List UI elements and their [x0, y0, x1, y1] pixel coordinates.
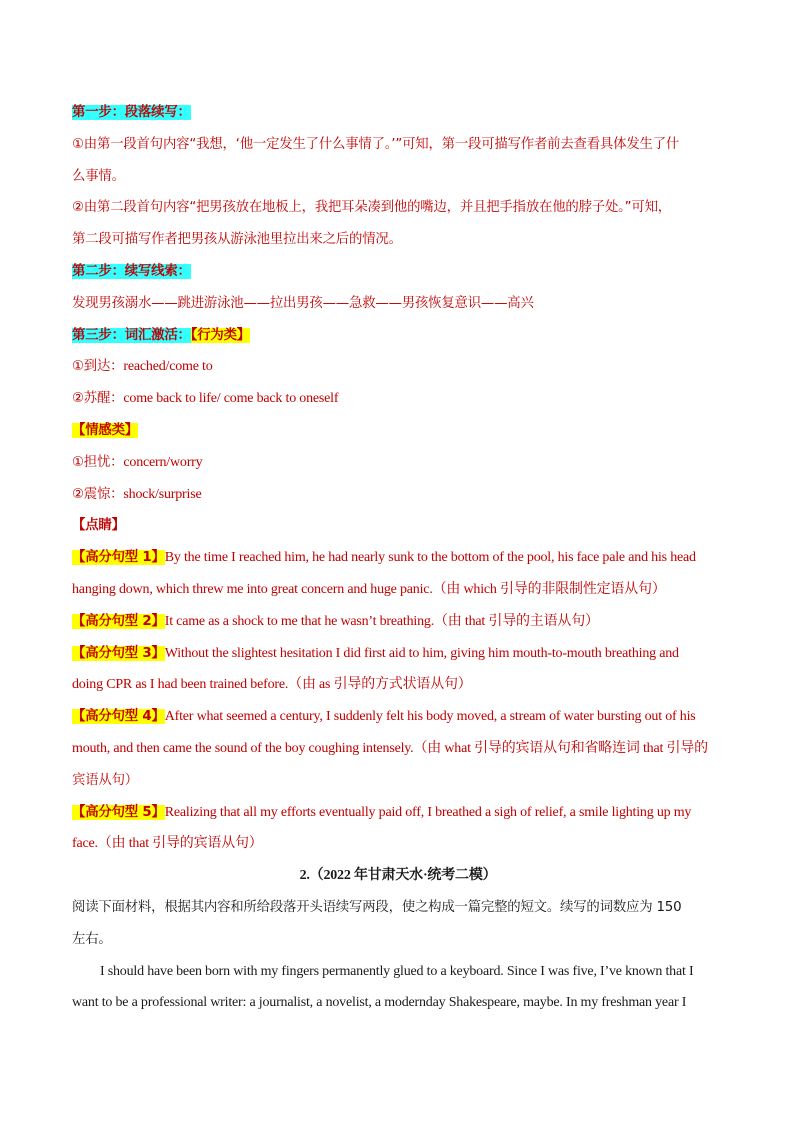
- sentence-label: 【高分句型 2】: [72, 613, 165, 629]
- vocab-item-2: [72, 383, 724, 415]
- vocab-item-4: [72, 479, 724, 511]
- vocab-item-1: [72, 351, 724, 383]
- vocab-text: shock/surprise: [123, 486, 202, 502]
- sentence-text: After what seemed a century, I suddenly felt his body moved, a stream of water bursting out of his: [164, 709, 696, 725]
- sentence-5-line2: face.（由 that 引导的宾语从句）: [72, 836, 263, 852]
- question-heading: 2.（2022 年甘肃天水·统考二模）: [299, 868, 497, 884]
- sentence-5-line1: [72, 797, 724, 829]
- vocab-label: ②震惊：: [72, 486, 124, 502]
- step2-title: 第二步：续写线索：: [72, 263, 191, 279]
- sentence-text: Without the slightest hesitation I did first aid to him, giving him mouth-to-mouth breathing and: [164, 645, 679, 661]
- sentence-label: 【高分句型 3】: [72, 645, 165, 661]
- passage-line2: want to be a professional writer: a journalist, a novelist, a modernday Shakespeare, maybe. In my freshman year I: [72, 995, 687, 1011]
- passage-line1: I should have been born with my fingers permanently glued to a keyboard. Since I was five, I’ve known that I: [100, 963, 694, 979]
- sentence-3-line1: [72, 638, 724, 670]
- step2-clue: 发现男孩溺水——跳进游泳池——拉出男孩——急救——男孩恢复意识——高兴: [72, 295, 534, 311]
- sentence-3-line2: doing CPR as I had been trained before.（由 as 引导的方式状语从句）: [72, 677, 472, 693]
- sentence-text: Realizing that all my efforts eventually paid off, I breathed a sigh of relief, a smile lighting up my: [164, 804, 692, 820]
- sentence-text: By the time I reached him, he had nearly sunk to the bottom of the pool, his face pale and his head: [164, 550, 696, 566]
- vocab-text: concern/worry: [123, 454, 203, 470]
- sentence-2-line1: [72, 606, 724, 638]
- sentence-1-line2: hanging down, which threw me into great concern and huge panic.（由 which 引导的非限制性定语从句）: [72, 581, 666, 597]
- category-emotion-line: [72, 415, 724, 447]
- question-instruction-line1: 阅读下面材料，根据其内容和所给段落开头语续写两段，使之构成一篇完整的短文。续写的词数应为 150: [72, 899, 682, 915]
- vocab-item-3: [72, 447, 724, 479]
- vocab-label: ①到达：: [72, 359, 124, 375]
- step2-title-line: [72, 256, 724, 288]
- step1-p1-line1: ①由第一段首句内容“我想，‘他一定发生了什么事情了。’”可知，第一段可描写作者前去查看具体发生了什: [72, 136, 680, 152]
- sentence-label: 【高分句型 4】: [72, 709, 165, 725]
- sentence-text: It came as a shock to me that he wasn’t breathing.（由 that 引导的主语从句）: [164, 613, 599, 629]
- category-emotion: 【情感类】: [72, 422, 138, 438]
- sentence-1-line1: [72, 542, 724, 574]
- step1-p2-line1: ②由第二段首句内容“把男孩放在地板上，我把耳朵凑到他的嘴边，并且把手指放在他的脖子处。”可知，: [72, 200, 671, 216]
- step1-title: 第一步：段落续写：: [72, 105, 191, 120]
- dianjing-heading: 【点睛】: [72, 518, 125, 534]
- step3-title: 第三步：词汇激活：: [72, 327, 191, 343]
- sentence-4-line3: 宾语从句）: [72, 772, 138, 788]
- category-action: 【行为类】: [190, 327, 250, 343]
- sentence-label: 【高分句型 1】: [72, 550, 165, 566]
- document-page: [72, 97, 724, 1019]
- sentence-4-line2: mouth, and then came the sound of the boy coughing intensely.（由 what 引导的宾语从句和省略连词 that 引导的: [72, 740, 708, 756]
- vocab-label: ①担忧：: [72, 454, 124, 470]
- step1-p1-line2: 么事情。: [72, 168, 125, 184]
- step3-title-line: [72, 320, 724, 352]
- vocab-text: come back to life/ come back to oneself: [123, 391, 339, 407]
- sentence-4-line1: [72, 701, 724, 733]
- sentence-label: 【高分句型 5】: [72, 804, 165, 820]
- vocab-text: reached/come to: [123, 359, 213, 375]
- step1-p2-line2: 第二段可描写作者把男孩从游泳池里拉出来之后的情况。: [72, 232, 402, 248]
- question-instruction-line2: 左右。: [72, 931, 112, 947]
- vocab-label: ②苏醒：: [72, 391, 124, 407]
- step1-title-line: [72, 97, 724, 129]
